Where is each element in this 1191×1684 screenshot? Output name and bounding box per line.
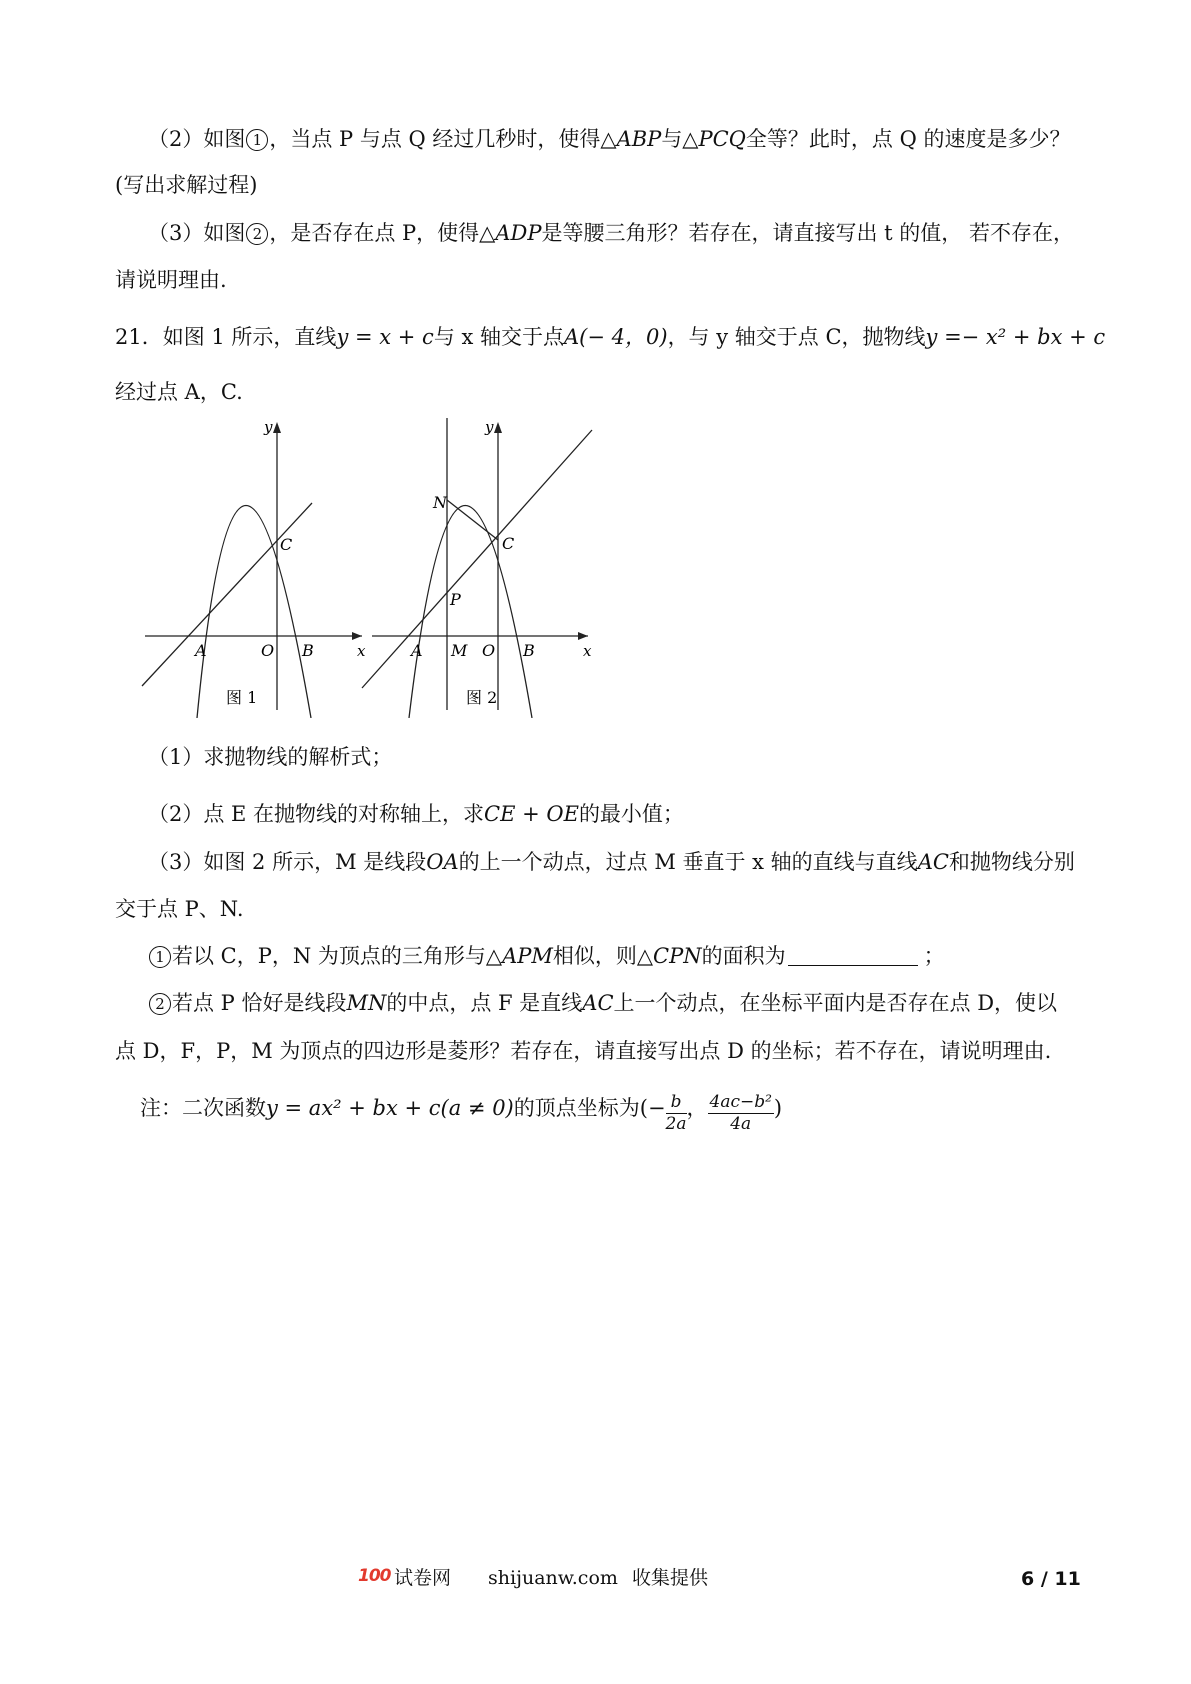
q21-s3-a: （3）如图 2 所示，M 是线段 xyxy=(148,850,427,874)
math-CPN: CPN xyxy=(653,944,702,968)
math-parabola-eq: y =− x² + bx + c xyxy=(925,325,1106,349)
q20-part2-suffix: 全等？此时，点 Q 的速度是多少？ xyxy=(745,127,1071,151)
math-ABP: ABP xyxy=(616,127,662,151)
math-quadratic: y = ax² + bx + c(a ≠ 0) xyxy=(266,1096,514,1120)
math-APM: APM xyxy=(502,944,553,968)
fig2-segment-NC xyxy=(447,500,498,540)
fig2-label-N: N xyxy=(433,493,447,512)
q21-c1-c: 的面积为 xyxy=(701,944,786,968)
q21-intro-line2: 经过点 A，C. xyxy=(115,380,243,404)
fig1-y-arrow xyxy=(273,422,281,433)
fig2-y-arrow xyxy=(494,422,502,433)
math-CE-OE: CE + OE xyxy=(484,802,579,826)
footer-domain[interactable]: shijuanw.com xyxy=(488,1567,618,1589)
q20-part3-suffix: 是等腰三角形？若存在，请直接写出 t 的值， 若不存在， xyxy=(541,221,1074,245)
page-number: 6 / 11 xyxy=(1021,1568,1081,1590)
q20-part3-text: ，是否存在点 P，使得△ xyxy=(269,221,496,245)
q21-s3-c: 和抛物线分别 xyxy=(948,850,1075,874)
fig2-label-M: M xyxy=(451,641,468,660)
q20-part2-text: ，当点 P 与点 Q 经过几秒时，使得△ xyxy=(269,127,617,151)
math-PCQ: PCQ xyxy=(698,127,746,151)
footer-site-name: 试卷网 xyxy=(394,1567,452,1589)
math-AC: AC xyxy=(917,850,949,874)
q21-note-end: ) xyxy=(773,1096,783,1120)
fig1-parabola xyxy=(197,506,311,719)
math-AC: AC xyxy=(582,991,614,1015)
math-point-A: A(− 4，0) xyxy=(564,325,668,349)
answer-blank[interactable] xyxy=(788,945,918,966)
q21-s3-line2: 交于点 P、N. xyxy=(115,897,244,921)
q21-s3 xyxy=(148,852,1075,873)
q21-s2-a: （2）点 E 在抛物线的对称轴上，求 xyxy=(148,802,485,826)
footer-provided: 收集提供 xyxy=(632,1567,709,1589)
fig1-y-label: y xyxy=(264,418,273,436)
q21-note-a: 注：二次函数 xyxy=(140,1096,266,1120)
math-OA: OA xyxy=(426,850,459,874)
fraction-vertex-y xyxy=(708,1094,774,1133)
fraction-denominator: 2a xyxy=(665,1114,687,1134)
fraction-denominator: 4a xyxy=(730,1114,752,1134)
circled-number: 2 xyxy=(149,993,171,1015)
q21-intro-a: 21．如图 1 所示，直线 xyxy=(115,325,337,349)
q21-note-sep: ， xyxy=(686,1096,708,1120)
figure-2 xyxy=(362,418,592,718)
q21-s1: （1）求抛物线的解析式； xyxy=(148,745,393,769)
q21-s2-b: 的最小值； xyxy=(578,802,684,826)
fraction-numerator: 4ac−b² xyxy=(709,1092,772,1112)
fig1-caption: 图 1 xyxy=(226,688,258,707)
fig2-label-O: O xyxy=(482,641,496,660)
fig2-label-A: A xyxy=(411,641,423,660)
math-MN: MN xyxy=(346,991,387,1015)
q21-c2-a: 若点 P 恰好是线段 xyxy=(172,991,347,1015)
fig2-line-AC xyxy=(362,430,592,688)
fig2-x-arrow xyxy=(578,632,588,640)
math-line-eq: y = x + c xyxy=(336,325,434,349)
q21-s3-b: 的上一个动点，过点 M 垂直于 x 轴的直线与直线 xyxy=(458,850,918,874)
circled-number: 1 xyxy=(246,129,268,151)
fig1-label-B: B xyxy=(302,641,314,660)
q20-part2-prefix: （2）如图 xyxy=(148,127,246,151)
circled-number: 2 xyxy=(246,223,268,245)
fig1-label-O: O xyxy=(261,641,275,660)
q21-c2-c: 上一个动点，在坐标平面内是否存在点 D，使以 xyxy=(613,991,1058,1015)
q21-intro-c: ，与 y 轴交于点 C，抛物线 xyxy=(667,325,926,349)
figure-1 xyxy=(142,418,366,718)
figure-graphs xyxy=(130,418,610,718)
q20-part3 xyxy=(148,223,1074,245)
q21-c1 xyxy=(148,945,945,968)
fig1-label-C: C xyxy=(280,535,293,554)
fraction-numerator: b xyxy=(666,1094,687,1114)
q21-note xyxy=(140,1094,782,1133)
q20-part2-text2: 与△ xyxy=(661,127,699,151)
q21-c2 xyxy=(148,993,1057,1015)
q21-note-b: 的顶点坐标为(− xyxy=(513,1096,666,1120)
q21-c2-b: 的中点，点 F 是直线 xyxy=(386,991,583,1015)
fig2-x-label: x xyxy=(583,642,592,660)
fig1-x-arrow xyxy=(352,632,362,640)
q21-c1-end: ； xyxy=(923,944,945,968)
fig2-label-P: P xyxy=(450,590,461,609)
q20-part3-line2: 请说明理由. xyxy=(115,268,227,292)
fig2-caption: 图 2 xyxy=(466,688,498,707)
fraction-b-over-2a xyxy=(666,1094,687,1133)
q20-part2 xyxy=(148,129,1070,151)
fig2-y-label: y xyxy=(485,418,494,436)
fig2-label-C: C xyxy=(502,534,515,553)
site-logo: 100 xyxy=(358,1566,391,1586)
q21-s2 xyxy=(148,804,684,825)
q21-intro xyxy=(115,327,1105,348)
q21-c1-b: 相似，则△ xyxy=(552,944,654,968)
q21-c2-line2: 点 D，F，P，M 为顶点的四边形是菱形？若存在，请直接写出点 D 的坐标；若不存在，请说明理由. xyxy=(115,1039,1052,1063)
q20-part2-line2: (写出求解过程) xyxy=(115,173,258,197)
fig1-x-label: x xyxy=(357,642,366,660)
math-ADP: ADP xyxy=(495,221,542,245)
figures xyxy=(130,418,610,722)
fig1-label-A: A xyxy=(195,641,207,660)
fig2-label-B: B xyxy=(523,641,535,660)
q21-c1-a: 若以 C，P，N 为顶点的三角形与△ xyxy=(172,944,503,968)
circled-number: 1 xyxy=(149,946,171,968)
q21-intro-b: 与 x 轴交于点 xyxy=(433,325,565,349)
q20-part3-prefix: （3）如图 xyxy=(148,221,246,245)
